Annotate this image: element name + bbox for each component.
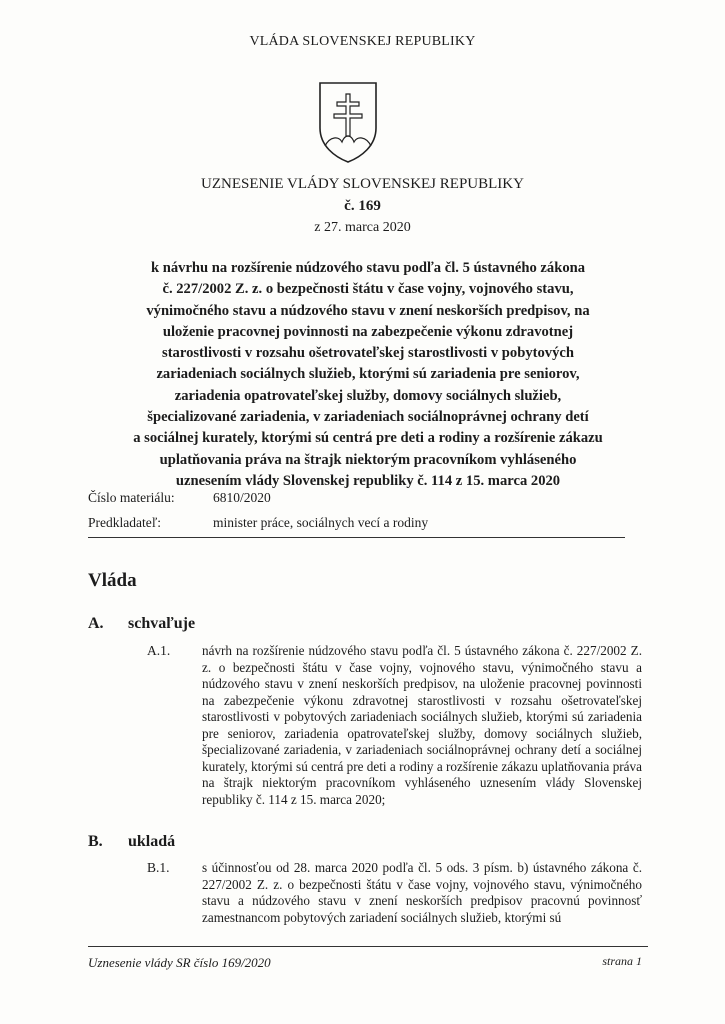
- footer-page-number: strana 1: [602, 954, 642, 968]
- subject-line: a sociálnej kurately, ktorými sú centrá pre deti a rodiny a rozšírenie zákazu: [133, 430, 603, 447]
- item-a1-number: A.1.: [147, 643, 171, 658]
- item-b1-text: s účinnosťou od 28. marca 2020 podľa čl. 5 ods. 3 písm. b) ústavného zákona č. 227/2002 Z. z. o bezpečnosti štátu v čase vojny, vojnového stavu, výnimočného stavu a núdzového stavu v znení neskorších predpisov pracovnú povinnosť zamestnancom pobytových zariadení sociálnych služieb, ktorými sú: [202, 860, 642, 925]
- material-number-label: Číslo materiálu:: [88, 490, 175, 505]
- item-a1-text: návrh na rozšírenie núdzového stavu podľa čl. 5 ústavného zákona č. 227/2002 Z. z. o bezpečnosti štátu v čase vojny, vojnového stavu, výnimočného stavu a núdzového stavu v znení neskorších predpisov, na uloženie pracovnej povinnosti na zabezpečenie výkonu zdravotnej starostlivosti v rozsahu ošetrovateľskej starostlivosti v pobytových zariadeniach sociálnych služieb, ktorými sú zariadenia pre seniorov, zariadenia opatrovateľskej služby, domovy sociálnych služieb, špecializované zariadenia, v zariadeniach sociálnoprávnej ochrany detí a sociálnej kurately, ktorými sú centrá pre deti a rodiny a rozšírenie zákazu uplatňovania práva na štrajk niektorým pracovníkom vyhláseného uznesením vlády Slovenskej republiky č. 114 z 15. marca 2020;: [202, 643, 642, 807]
- subject-line: k návrhu na rozšírenie núdzového stavu podľa čl. 5 ústavného zákona: [150, 260, 586, 276]
- subject-line: zariadenia opatrovateľskej služby, domovy sociálnych služieb,: [174, 387, 562, 404]
- resolution-subject: [88, 258, 648, 492]
- material-number-value: 6810/2020: [213, 490, 271, 505]
- subject-line: zariadeniach sociálnych služieb, ktorými sú zariadenia pre seniorov,: [156, 366, 580, 383]
- resolution-date: z 27. marca 2020: [314, 220, 411, 235]
- government-header: VLÁDA SLOVENSKEJ REPUBLIKY: [249, 34, 476, 49]
- section-b-verb: ukladá: [128, 833, 176, 850]
- section-b-letter: B.: [88, 833, 103, 850]
- subject-line: uplatňovania práva na štrajk niektorým pracovníkom vyhláseného: [159, 451, 577, 468]
- resolution-number: č. 169: [344, 198, 381, 214]
- subject-line: výnimočného stavu a núdzového stavu v znení neskorších predpisov, na: [146, 302, 590, 319]
- subject-line: uloženie pracovnej povinnosti na zabezpečenie výkonu zdravotnej: [162, 323, 574, 340]
- body-heading: Vláda: [88, 570, 137, 591]
- submitter-label: Predkladateľ:: [88, 515, 161, 530]
- section-a-letter: A.: [88, 615, 104, 632]
- resolution-title: UZNESENIE VLÁDY SLOVENSKEJ REPUBLIKY: [201, 176, 524, 192]
- meta-divider: [88, 537, 625, 538]
- footer-divider: [88, 946, 648, 947]
- subject-line: č. 227/2002 Z. z. o bezpečnosti štátu v čase vojny, vojnového stavu,: [162, 281, 574, 298]
- subject-line: uznesením vlády Slovenskej republiky č. 114 z 15. marca 2020: [175, 472, 561, 489]
- subject-line: špecializované zariadenia, v zariadeniach sociálnoprávnej ochrany detí: [147, 409, 589, 426]
- submitter-value: minister práce, sociálnych vecí a rodiny: [213, 515, 429, 530]
- coat-of-arms-icon: [317, 80, 379, 164]
- footer-document-reference: Uznesenie vlády SR číslo 169/2020: [88, 955, 271, 970]
- subject-line: starostlivosti v rozsahu ošetrovateľskej starostlivosti v pobytových: [162, 345, 574, 362]
- section-a-verb: schvaľuje: [128, 615, 196, 632]
- item-b1-number: B.1.: [147, 860, 170, 875]
